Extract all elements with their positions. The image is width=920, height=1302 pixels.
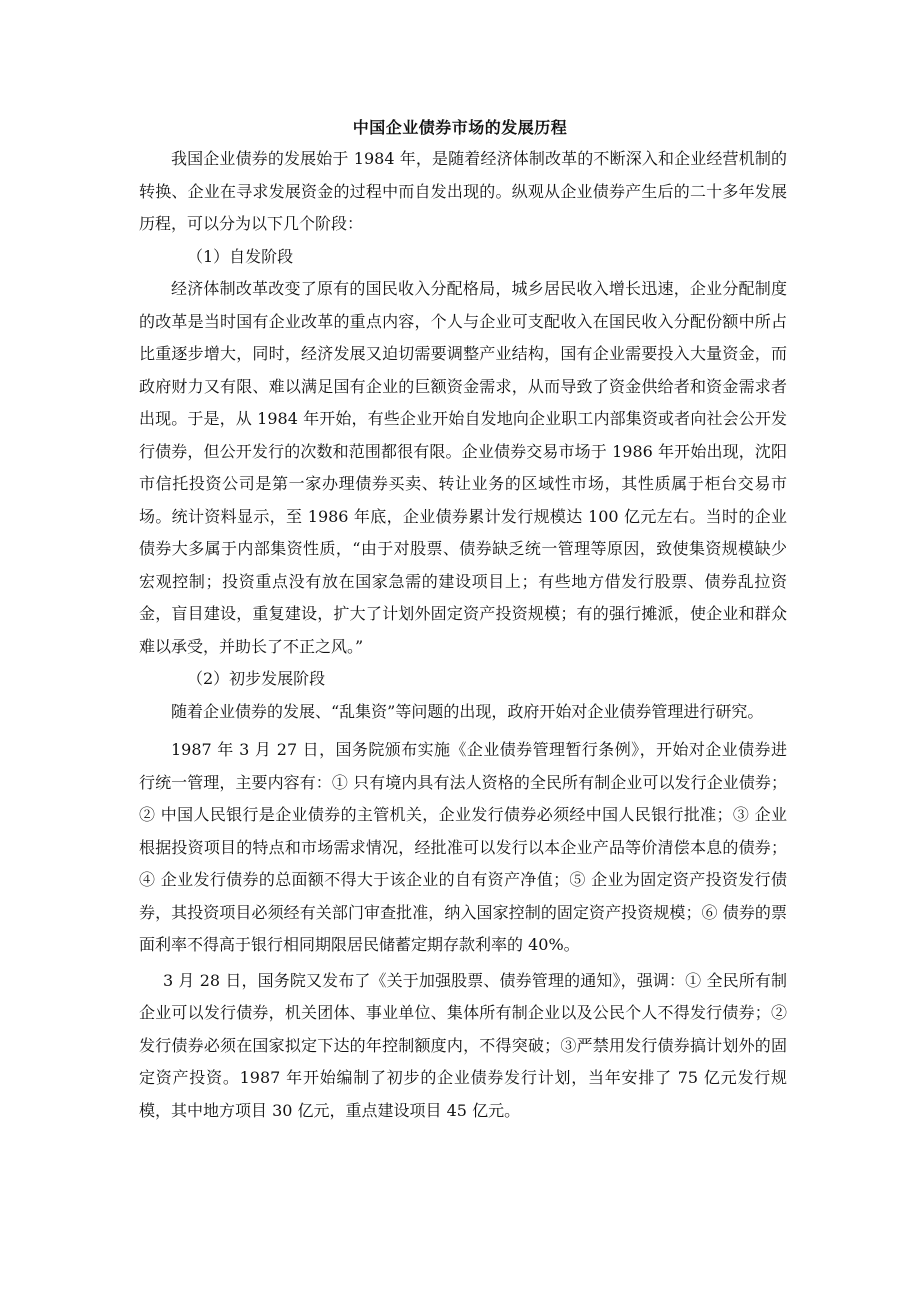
section-heading-1: （1）自发阶段 xyxy=(187,246,294,266)
section-heading-2: （2）初步发展阶段 xyxy=(187,669,326,688)
document-title: 中国企业债券市场的发展历程 xyxy=(352,118,568,137)
paragraph-1987-regulation: 1987 年 3 月 27 日，国务院颁布实施《企业债券管理暂行条例》，开始对企业债券进行统一管理，主要内容有：① 只有境内具有法人资格的全民所有制企业可以发行企业债券；② 中国人民银行是企业债券的主管机关，企业发行债券必须经中国人民银行批准；③ 企业根据投资项目的特点和市场需求情况，经批准可以发行以本企业产品等价清偿本息的债券；④ 企业发行债券的总面额不得大于该企业的自有资产净值；⑤ 企业为固定资产投资发行债券，其投资项目必须经有关部门审查批准，纳入国家控制的固定资产投资规模；⑥ 债券的票面利率不得高于银行相同期限居民储蓄定期存款利率的 40%。 xyxy=(139,740,787,954)
paragraph-stage-1: 经济体制改革改变了原有的国民收入分配格局，城乡居民收入增长迅速，企业分配制度的改革是当时国有企业改革的重点内容，个人与企业可支配收入在国民收入分配份额中所占比重逐步增大，同时，经济发展又迫切需要调整产业结构，国有企业需要投入大量资金，而政府财力又有限、难以满足国有企业的巨额资金需求，从而导致了资金供给者和资金需求者出现。于是，从 1984 年开始，有些企业开始自发地向企业职工内部集资或者向社会公开发行债券，但公开发行的次数和范围都很有限。企业债券交易市场于 1986 年开始出现，沈阳市信托投资公司是第一家办理债券买卖、转让业务的区域性市场，其性质属于柜台交易市场。统计资料显示，至 1986 年底，企业债券累计发行规模达 100 亿元左右。当时的企业债券大多属于内部集资性质，“由于对股票、债券缺乏统一管理等原因，致使集资规模缺少宏观控制；投资重点没有放在国家急需的建设项目上；有些地方借发行股票、债券乱拉资金，盲目建设，重复建设，扩大了计划外固定资产投资规模；有的强行摊派，使企业和群众难以承受，并助长了不正之风。” xyxy=(139,279,787,656)
document-body xyxy=(139,143,787,1127)
paragraph-intro: 我国企业债券的发展始于 1984 年，是随着经济体制改革的不断深入和企业经营机制的转换、企业在寻求发展资金的过程中而自发出现的。纵观从企业债券产生后的二十多年发展历程，可以分为以下几个阶段： xyxy=(139,149,787,233)
paragraph-1987-notice: 3 月 28 日，国务院又发布了《关于加强股票、债券管理的通知》，强调：① 全民所有制企业可以发行债券，机关团体、事业单位、集体所有制企业以及公民个人不得发行债券；② 发行债券必须在国家拟定下达的年控制额度内，不得突破；③严禁用发行债券搞计划外的固定资产投资。1987 年开始编制了初步的企业债券发行计划，当年安排了 75 亿元发行规模，其中地方项目 30 亿元，重点建设项目 45 亿元。 xyxy=(139,970,787,1120)
paragraph-stage-2-intro: 随着企业债券的发展、“乱集资”等问题的出现，政府开始对企业债券管理进行研究。 xyxy=(171,701,764,721)
